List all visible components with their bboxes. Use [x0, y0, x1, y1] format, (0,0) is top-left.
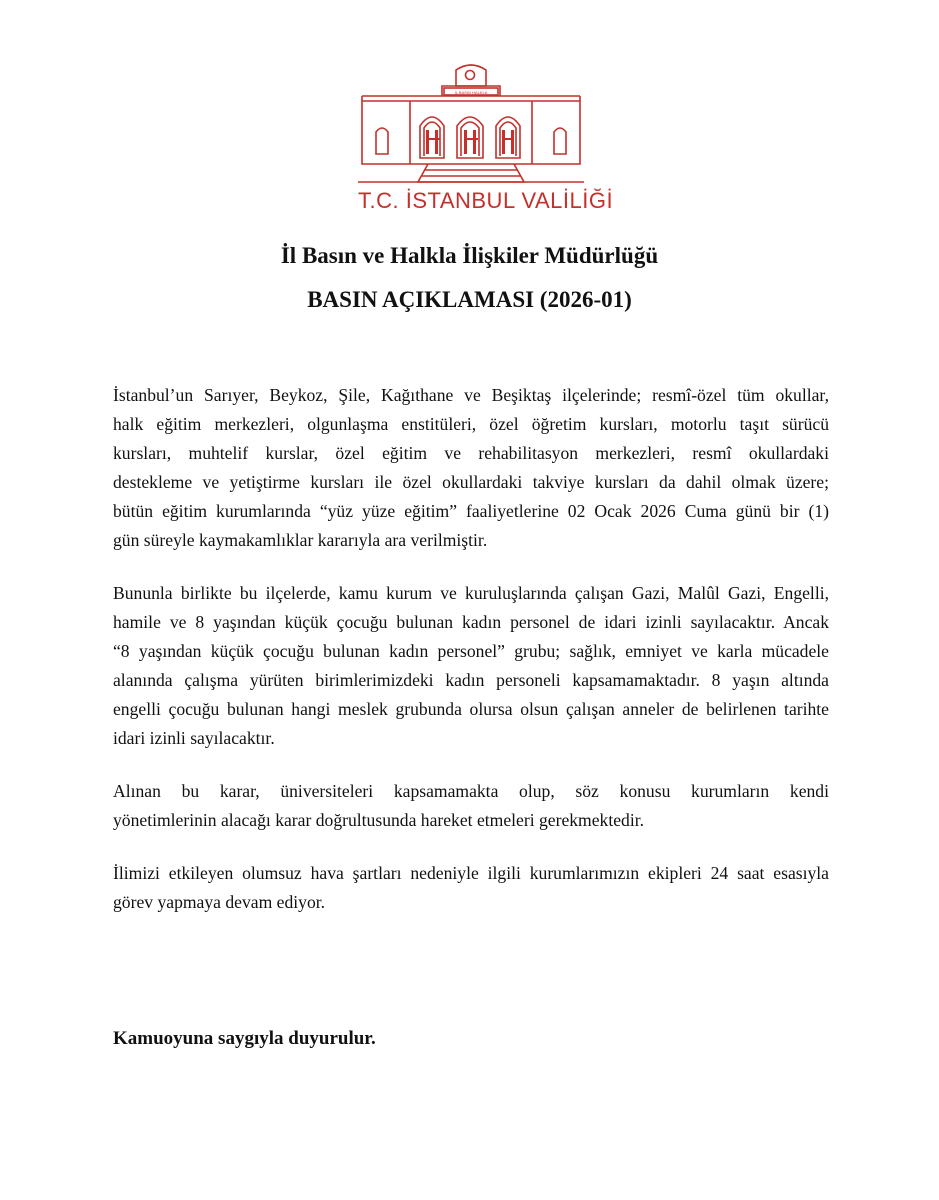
press-release-body: [113, 381, 829, 941]
paragraph-3: [113, 777, 829, 835]
paragraph-line: Bununla birlikte bu ilçelerde, kamu kurum ve kuruluşlarında çalışan Gazi, Malûl Gazi, Engelli,: [113, 583, 829, 603]
paragraph-line: kursları, muhtelif kurslar, özel eğitim ve rehabilitasyon merkezleri, resmî okullardaki: [113, 443, 829, 463]
governorship-building-icon: [358, 58, 584, 184]
paragraph-line: destekleme ve yetiştirme kursları ile özel okullardaki takviye kursları da dahil olmak üzere;: [113, 472, 829, 492]
logo-title: T.C. İSTANBUL VALİLİĞİ: [358, 188, 614, 213]
paragraph-line: Alınan bu karar, üniversiteleri kapsamamakta olup, söz konusu kurumların kendi: [113, 781, 829, 801]
paragraph-2: [113, 579, 829, 753]
paragraph-line: İlimizi etkileyen olumsuz hava şartları nedeniyle ilgili kurumlarımızın ekipleri 24 saat esasıyla: [113, 863, 829, 883]
paragraph-line: hamile ve 8 yaşından küçük çocuğu bulunan kadın personel de idari izinli sayılacaktır. Ancak: [113, 612, 829, 632]
building-sign-text: İL BASIN HALKLA: [454, 90, 488, 95]
paragraph-line: bütün eğitim kurumlarında “yüz yüze eğitim” faaliyetlerine 02 Ocak 2026 Cuma günü bir (1): [113, 501, 829, 521]
istanbul-valiligi-logo: [358, 58, 614, 220]
paragraph-line: görev yapmaya devam ediyor.: [113, 892, 326, 912]
paragraph-4: [113, 859, 829, 917]
paragraph-line: “8 yaşından küçük çocuğu bulunan kadın personel” grubu; sağlık, emniyet ve karla mücadele: [113, 641, 829, 661]
paragraph-line: İstanbul’un Sarıyer, Beykoz, Şile, Kağıthane ve Beşiktaş ilçelerinde; resmî-özel tüm okullar,: [113, 385, 829, 405]
press-release-title: BASIN AÇIKLAMASI (2026-01): [307, 287, 632, 312]
paragraph-line: yönetimlerinin alacağı karar doğrultusunda hareket etmeleri gerekmektedir.: [113, 810, 645, 830]
paragraph-1: [113, 381, 829, 555]
paragraph-line: alanında çalışma yürüten birimlerimizdeki kadın personeli kapsamamaktadır. 8 yaşın altında: [113, 670, 829, 690]
paragraph-line: idari izinli sayılacaktır.: [113, 728, 275, 748]
paragraph-line: engelli çocuğu bulunan hangi meslek grubunda olursa olsun çalışan anneler de belirlenen tarihte: [113, 699, 829, 719]
closing-statement: Kamuoyuna saygıyla duyurulur.: [113, 1028, 376, 1049]
department-title: İl Basın ve Halkla İlişkiler Müdürlüğü: [280, 243, 659, 268]
paragraph-line: gün süreyle kaymakamlıklar kararıyla ara verilmiştir.: [113, 530, 488, 550]
paragraph-line: halk eğitim merkezleri, olgunlaşma enstitüleri, özel öğretim kursları, motorlu taşıt sürücü: [113, 414, 829, 434]
